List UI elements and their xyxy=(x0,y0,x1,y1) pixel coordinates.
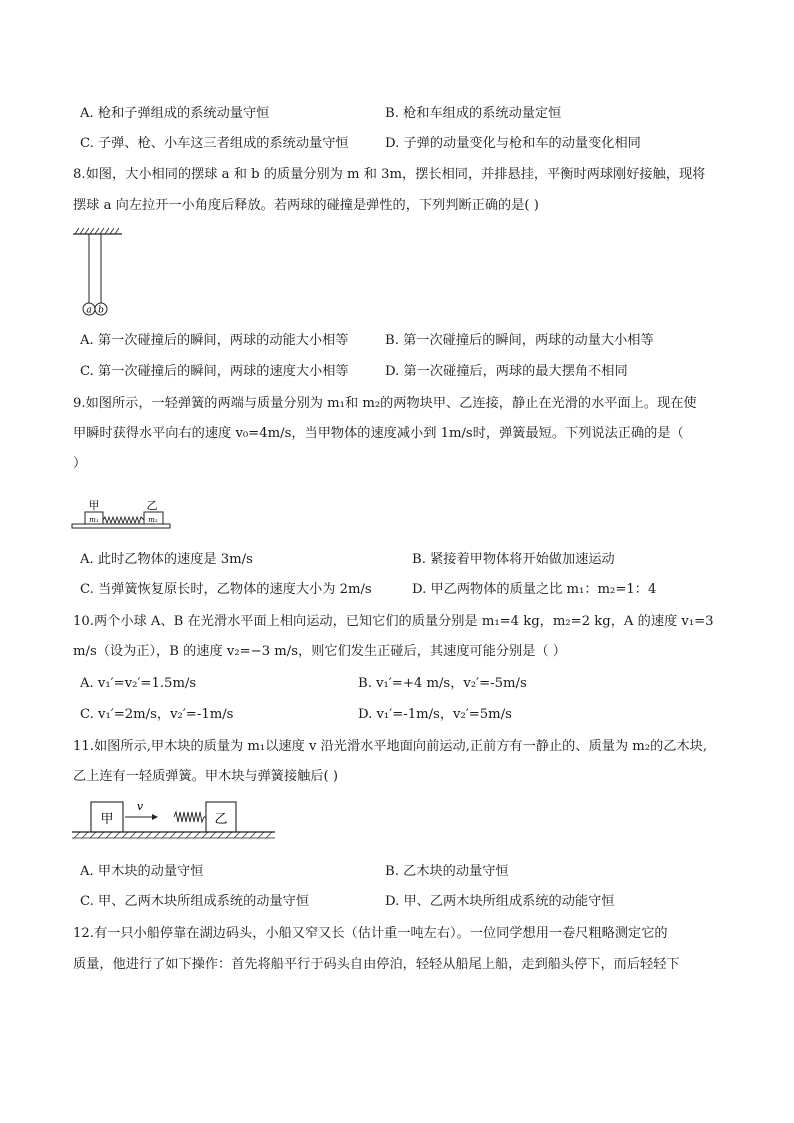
block-yi-label: 乙 xyxy=(214,812,228,827)
q7-option-b: B. 枪和车组成的系统动量定恒 xyxy=(385,106,562,121)
q11-option-b: B. 乙木块的动量守恒 xyxy=(385,864,509,879)
q9-option-a: A. 此时乙物体的速度是 3m/s xyxy=(80,552,253,567)
q9-option-b: B. 紧接着甲物体将开始做加速运动 xyxy=(412,552,615,567)
spring-blocks-figure xyxy=(70,496,180,534)
block1-top-label: 甲 xyxy=(88,499,100,512)
velocity-label: v xyxy=(136,800,144,813)
q7-option-c: C. 子弹、枪、小车这三者组成的系统动量守恒 xyxy=(80,136,349,151)
q8-option-c: C. 第一次碰撞后的瞬间，两球的速度大小相等 xyxy=(80,364,349,379)
blocks-spring-figure xyxy=(70,796,280,850)
block-m1-label: m₁ xyxy=(89,516,99,524)
block-m2-label: m₂ xyxy=(148,516,158,524)
q9-stem-line1: 9.如图所示，一轻弹簧的两端与质量分别为 m₁和 m₂的两物块甲、乙连接，静止在光滑的水平面上。现在使 xyxy=(73,396,697,411)
q8-option-d: D. 第一次碰撞后，两球的最大摆角不相同 xyxy=(385,364,628,379)
q11-option-a: A. 甲木块的动量守恒 xyxy=(80,864,204,879)
q12-stem-line1: 12.有一只小船停靠在湖边码头，小船又窄又长（估计重一吨左右）。一位同学想用一卷尺粗略测定它的 xyxy=(73,926,668,941)
arrow-head-icon xyxy=(152,814,158,820)
q7-option-d: D. 子弹的动量变化与枪和车的动量变化相同 xyxy=(385,136,641,151)
q10-stem-line2: m/s（设为正），B 的速度 v₂=−3 m/s，则它们发生正碰后，其速度可能分别是（ ） xyxy=(73,644,566,659)
q8-stem-line1: 8.如图，大小相同的摆球 a 和 b 的质量分别为 m 和 3m，摆长相同，并排悬挂，平衡时两球刚好接触，现将 xyxy=(73,167,706,182)
q9-option-d: D. 甲乙两物体的质量之比 m₁：m₂=1：4 xyxy=(412,582,657,597)
q9-option-c: C. 当弹簧恢复原长时，乙物体的速度大小为 2m/s xyxy=(80,582,372,597)
q11-option-c: C. 甲、乙两木块所组成系统的动量守恒 xyxy=(80,894,310,909)
ceiling xyxy=(73,228,122,234)
spring xyxy=(174,812,206,822)
q11-stem-line1: 11.如图所示,甲木块的质量为 m₁以速度 v 沿光滑水平地面向前运动,正前方有一静止的、质量为 m₂的乙木块, xyxy=(73,739,708,754)
q12-stem-line2: 质量，他进行了如下操作：首先将船平行于码头自由停泊，轻轻从船尾上船，走到船头停下，而后轻轻下 xyxy=(73,957,680,972)
q8-option-a: A. 第一次碰撞后的瞬间，两球的动能大小相等 xyxy=(80,333,349,348)
ball-a-label: a xyxy=(86,305,92,316)
q10-option-d: D. v₁′=-1m/s，v₂′=5m/s xyxy=(358,707,512,722)
q7-option-a: A. 枪和子弹组成的系统动量守恒 xyxy=(80,106,270,121)
q11-stem-line2: 乙上连有一轻质弹簧。甲木块与弹簧接触后( ) xyxy=(73,769,339,784)
q8-option-b: B. 第一次碰撞后的瞬间，两球的动量大小相等 xyxy=(385,333,654,348)
q10-option-a: A. v₁′=v₂′=1.5m/s xyxy=(80,676,197,691)
block-jia-label: 甲 xyxy=(100,812,114,827)
q10-option-c: C. v₁′=2m/s，v₂′=-1m/s xyxy=(80,707,234,722)
spring xyxy=(103,517,144,523)
block2-top-label: 乙 xyxy=(146,499,158,512)
ground xyxy=(72,524,170,528)
ground-hatch xyxy=(74,832,272,838)
q10-stem-line1: 10.两个小球 A、B 在光滑水平面上相向运动，已知它们的质量分别是 m₁=4 kg，m₂=2 kg，A 的速度 v₁=3 xyxy=(73,614,714,629)
pendulum-figure xyxy=(70,226,130,318)
q9-stem-line3: ） xyxy=(73,456,87,471)
q8-stem-line2: 摆球 a 向左拉开一小角度后释放。若两球的碰撞是弹性的，下列判断正确的是( ) xyxy=(73,198,539,213)
q9-stem-line2: 甲瞬时获得水平向右的速度 v₀=4m/s，当甲物体的速度减小到 1m/s时，弹簧最短。下列说法正确的是（ xyxy=(73,426,684,441)
ball-b-label: b xyxy=(98,305,104,316)
q10-option-b: B. v₁′=+4 m/s，v₂′=-5m/s xyxy=(358,676,527,691)
q11-option-d: D. 甲、乙两木块所组成系统的动能守恒 xyxy=(385,894,615,909)
